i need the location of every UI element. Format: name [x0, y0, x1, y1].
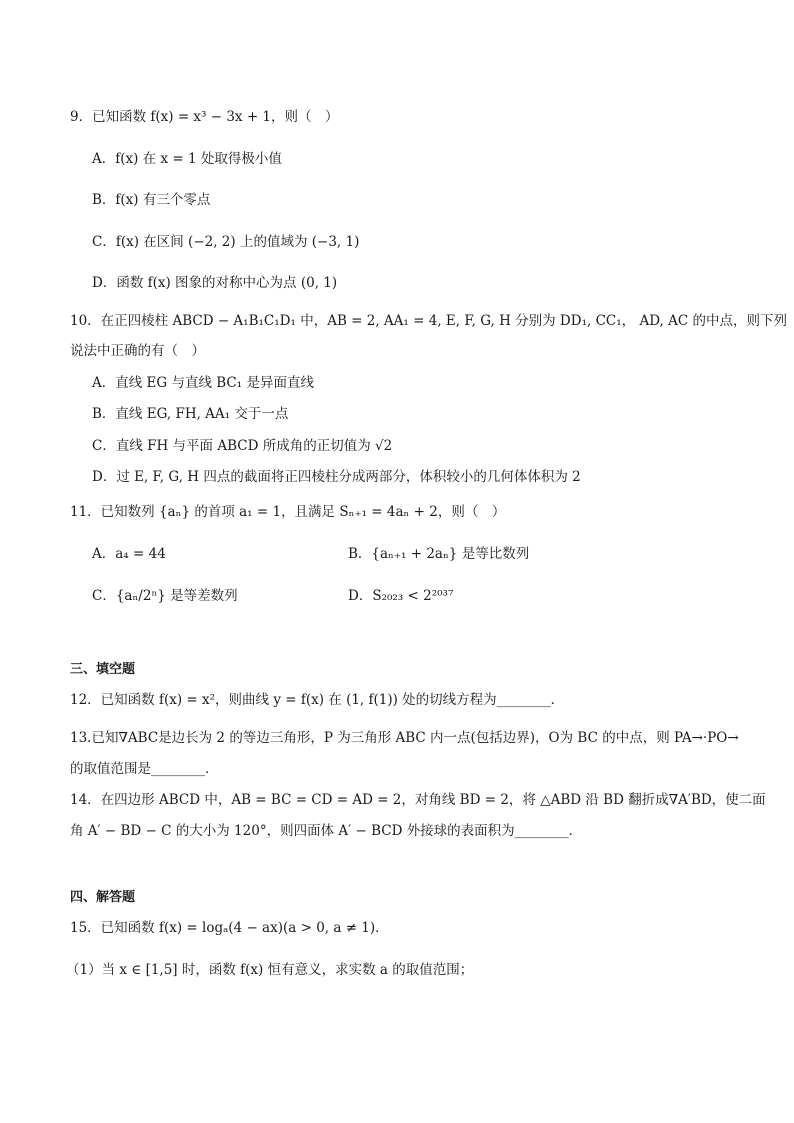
- question-13: 13.已知∇ABC是边长为 2 的等边三角形，P 为三角形 ABC 内一点(包括边界)，O为 BC 的中点，则 PA→·PO→: [70, 730, 739, 746]
- question-9-option-b: B．f(x) 有三个零点: [92, 192, 211, 208]
- question-9-option-c: C．f(x) 在区间 (−2, 2) 上的值域为 (−3, 1): [92, 234, 360, 250]
- question-12: 12．已知函数 f(x) = x²，则曲线 y = f(x) 在 (1, f(1)) 处的切线方程为________．: [70, 692, 565, 708]
- question-11-option-c: C．{aₙ/2ⁿ} 是等差数列: [92, 588, 238, 604]
- question-11-option-d: D．S₂₀₂₃ < 2²⁰³⁷: [348, 588, 454, 604]
- question-14-continued: 角 A′ − BD − C 的大小为 120°，则四面体 A′ − BCD 外接球的表面积为________．: [70, 823, 583, 839]
- question-14: 14．在四边形 ABCD 中，AB = BC = CD = AD = 2，对角线 BD = 2，将 △ABD 沿 BD 翻折成∇A′BD，使二面: [70, 792, 766, 808]
- question-9-option-d: D．函数 f(x) 图象的对称中心为点 (0, 1): [92, 275, 338, 291]
- question-15: 15．已知函数 f(x) = logₐ(4 − ax)(a > 0, a ≠ 1)．: [70, 920, 389, 936]
- question-15-part-1: （1）当 x ∈ [1,5] 时，函数 f(x) 恒有意义，求实数 a 的取值范围；: [66, 962, 474, 978]
- question-10-option-c: C．直线 FH 与平面 ABCD 所成角的正切值为 √2: [92, 438, 393, 454]
- question-10-option-d: D．过 E, F, G, H 四点的截面将正四棱柱分成两部分，体积较小的几何体体积为 2: [92, 469, 581, 485]
- question-13-continued: 的取值范围是________．: [70, 761, 219, 777]
- question-10-stem: 10．在正四棱柱 ABCD − A₁B₁C₁D₁ 中，AB = 2, AA₁ = 4, E, F, G, H 分别为 DD₁, CC₁， AD, AC 的中点，则下列: [70, 313, 787, 329]
- question-10-option-a: A．直线 EG 与直线 BC₁ 是异面直线: [92, 375, 314, 391]
- question-10-stem-continued: 说法中正确的有（ ）: [70, 343, 205, 359]
- question-9-option-a: A．f(x) 在 x = 1 处取得极小值: [92, 151, 282, 167]
- question-10-option-b: B．直线 EG, FH, AA₁ 交于一点: [92, 406, 289, 422]
- question-11-option-b: B．{aₙ₊₁ + 2aₙ} 是等比数列: [348, 546, 530, 562]
- question-11-option-a: A．a₄ = 44: [92, 546, 166, 562]
- section-4-heading: 四、解答题: [70, 890, 136, 905]
- question-9-stem: 9．已知函数 f(x) = x³ − 3x + 1，则（ ）: [70, 109, 339, 125]
- question-11-stem: 11．已知数列 {aₙ} 的首项 a₁ = 1，且满足 Sₙ₊₁ = 4aₙ + 2，则（ ）: [70, 504, 506, 520]
- section-3-heading: 三、填空题: [70, 662, 136, 677]
